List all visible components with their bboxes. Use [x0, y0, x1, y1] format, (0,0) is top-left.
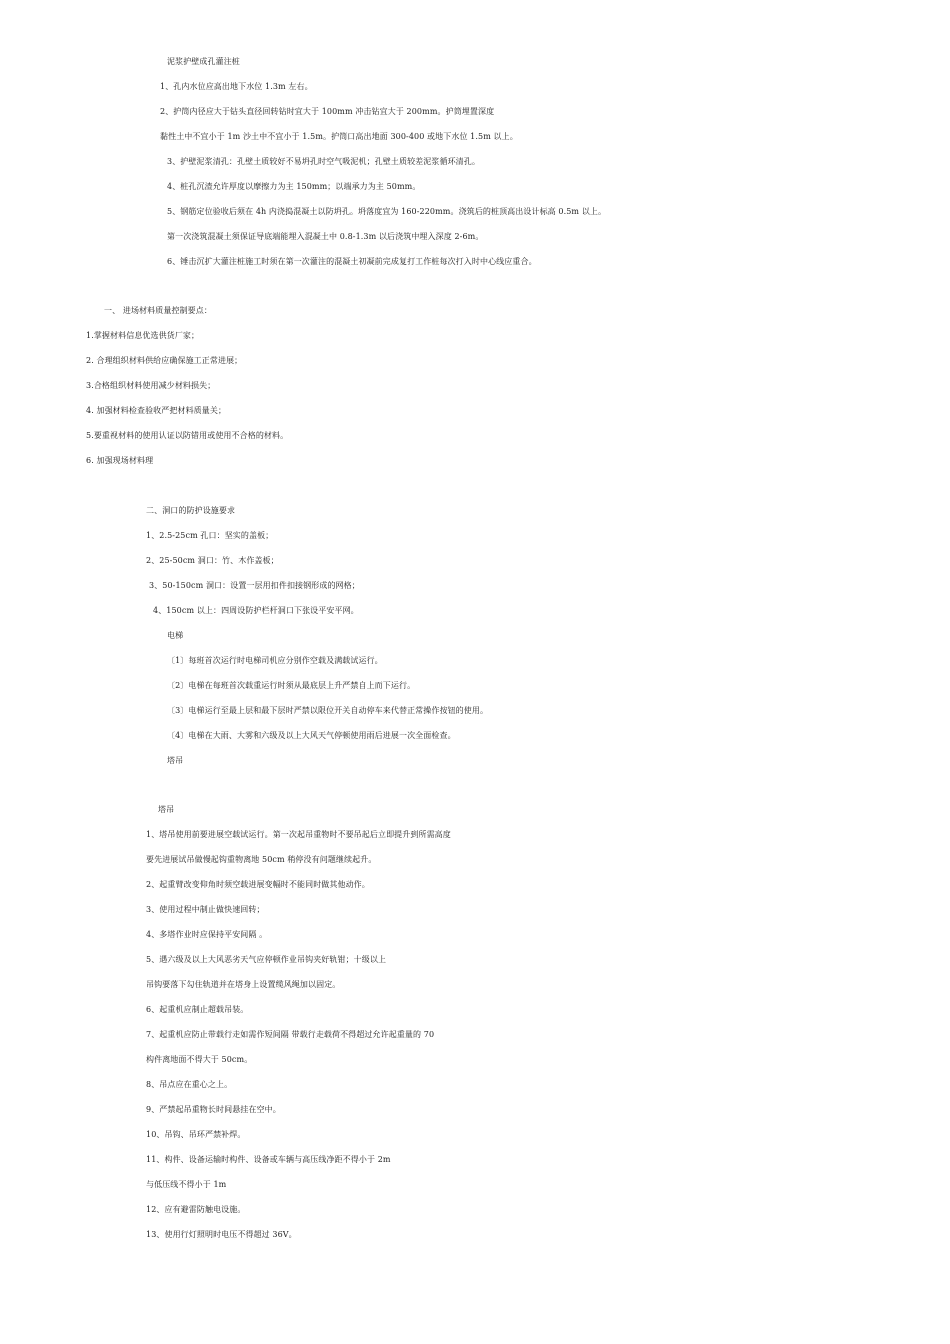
- crane-line-8: 6、起重机应制止超载吊装。: [146, 1005, 249, 1014]
- pile-line-8: 6、锤击沉扩大灌注桩施工时须在第一次灌注的混凝土初凝前完成复打工作桩每次打入时中心线应重合。: [167, 257, 537, 266]
- crane-line-13: 10、吊钩、吊环严禁补焊。: [146, 1130, 246, 1139]
- opening-line-4: 4、150cm 以上：四周设防护栏杆洞口下张设平安平网。: [153, 606, 359, 615]
- pile-line-7: 第一次浇筑混凝土须保证导底端能埋入混凝土中 0.8-1.3m 以后浇筑中埋入深度 2-6m。: [167, 232, 484, 241]
- material-line-4: 4. 加强材料检查验收严把材料质量关；: [86, 406, 227, 415]
- crane-line-9: 7、起重机应防止带载行走如需作短间隔 带载行走载荷不得超过允许起重量的 70: [146, 1030, 435, 1039]
- opening-line-2: 2、25-50cm 洞口：竹、木作盖板；: [146, 556, 279, 565]
- crane-line-1: 1、塔吊使用前要进展空载试运行。第一次起吊重物时不要吊起后立即提升到所需高度: [146, 830, 451, 839]
- elevator-after-label: 塔吊: [167, 756, 184, 765]
- crane-title: 塔吊: [158, 805, 175, 814]
- crane-line-12: 9、严禁起吊重物长时间悬挂在空中。: [146, 1105, 281, 1114]
- opening-line-1: 1、2.5-25cm 孔口：坚实的盖板；: [146, 531, 274, 540]
- elevator-line-1: 〔1〕每班首次运行时电梯司机应分别作空载及满载试运行。: [167, 656, 383, 665]
- pile-line-6: 5、钢筋定位验收后须在 4h 内浇捣混凝土以防坍孔。坍落度宜为 160-220mm。浇筑后的桩顶高出设计标高 0.5m 以上。: [167, 207, 607, 216]
- crane-line-4: 3、使用过程中制止做快速回转；: [146, 905, 265, 914]
- pile-line-1: 1、孔内水位应高出地下水位 1.3m 左右。: [160, 82, 313, 91]
- crane-line-2: 要先进展试吊做慢起钩重物离地 50cm 稍停没有问题继续起升。: [146, 855, 377, 864]
- elevator-line-3: 〔3〕电梯运行至最上层和最下层时严禁以限位开关自动停车来代替正常操作按钮的使用。: [167, 706, 489, 715]
- crane-line-3: 2、起重臂改变仰角时须空载进展变幅时不能同时做其他动作。: [146, 880, 370, 889]
- crane-line-10: 构件离地面不得大于 50cm。: [146, 1055, 253, 1064]
- crane-line-16: 12、应有避雷防触电设施。: [146, 1205, 246, 1214]
- material-line-3: 3.合格组织材料使用减少材料损失；: [86, 381, 216, 390]
- crane-line-7: 吊钩要落下勾住轨道并在塔身上设置缆风绳加以固定。: [146, 980, 341, 989]
- crane-line-14: 11、构件、设备运输时构件、设备或车辆与高压线净距不得小于 2m: [146, 1155, 391, 1164]
- opening-line-3: 3、50-150cm 洞口：设置一层用扣件扣接钢形成的网格；: [149, 581, 360, 590]
- pile-line-3: 黏性土中不宜小于 1m 沙土中不宜小于 1.5m。护筒口高出地面 300-400 或地下水位 1.5m 以上。: [160, 132, 518, 141]
- elevator-line-2: 〔2〕电梯在每班首次载重运行时须从最底层上升严禁自上而下运行。: [167, 681, 416, 690]
- pile-title: 泥浆护壁成孔灌注桩: [167, 57, 240, 66]
- pile-line-4: 3、护壁泥浆清孔：孔壁土质较好不易坍孔时空气吸泥机；孔壁土质较差泥浆循环清孔。: [167, 157, 480, 166]
- crane-line-11: 8、吊点应在重心之上。: [146, 1080, 233, 1089]
- elevator-line-4: 〔4〕电梯在大雨、大雾和六级及以上大风天气停顿使用雨后进展一次全面检查。: [167, 731, 456, 740]
- material-line-6: 6. 加强现场材料理: [86, 456, 154, 465]
- opening-heading: 二、洞口的防护设施要求: [146, 506, 236, 515]
- crane-line-15: 与低压线不得小于 1m: [146, 1180, 227, 1189]
- crane-line-6: 5、遇六级及以上大风恶劣天气应停顿作业吊钩夹好轨钳；十级以上: [146, 955, 387, 964]
- material-line-2: 2. 合理组织材料供给应确保施工正常进展；: [86, 356, 243, 365]
- elevator-title: 电梯: [167, 631, 184, 640]
- crane-line-17: 13、使用行灯照明时电压不得超过 36V。: [146, 1230, 297, 1239]
- material-line-5: 5.要重视材料的使用认证以防错用或使用不合格的材料。: [86, 431, 289, 440]
- pile-line-5: 4、桩孔沉渣允许厚度以摩擦力为主 150mm；以端承力为主 50mm。: [167, 182, 421, 191]
- material-line-1: 1.掌握材料信息优选供货厂家；: [86, 331, 200, 340]
- material-heading: 一、 进场材料质量控制要点：: [104, 306, 212, 315]
- pile-line-2: 2、护筒内径应大于钻头直径回转钻时宜大于 100mm 冲击钻宜大于 200mm。护筒埋置深度: [160, 107, 495, 116]
- crane-line-5: 4、多塔作业时应保持平安间隔 。: [146, 930, 268, 939]
